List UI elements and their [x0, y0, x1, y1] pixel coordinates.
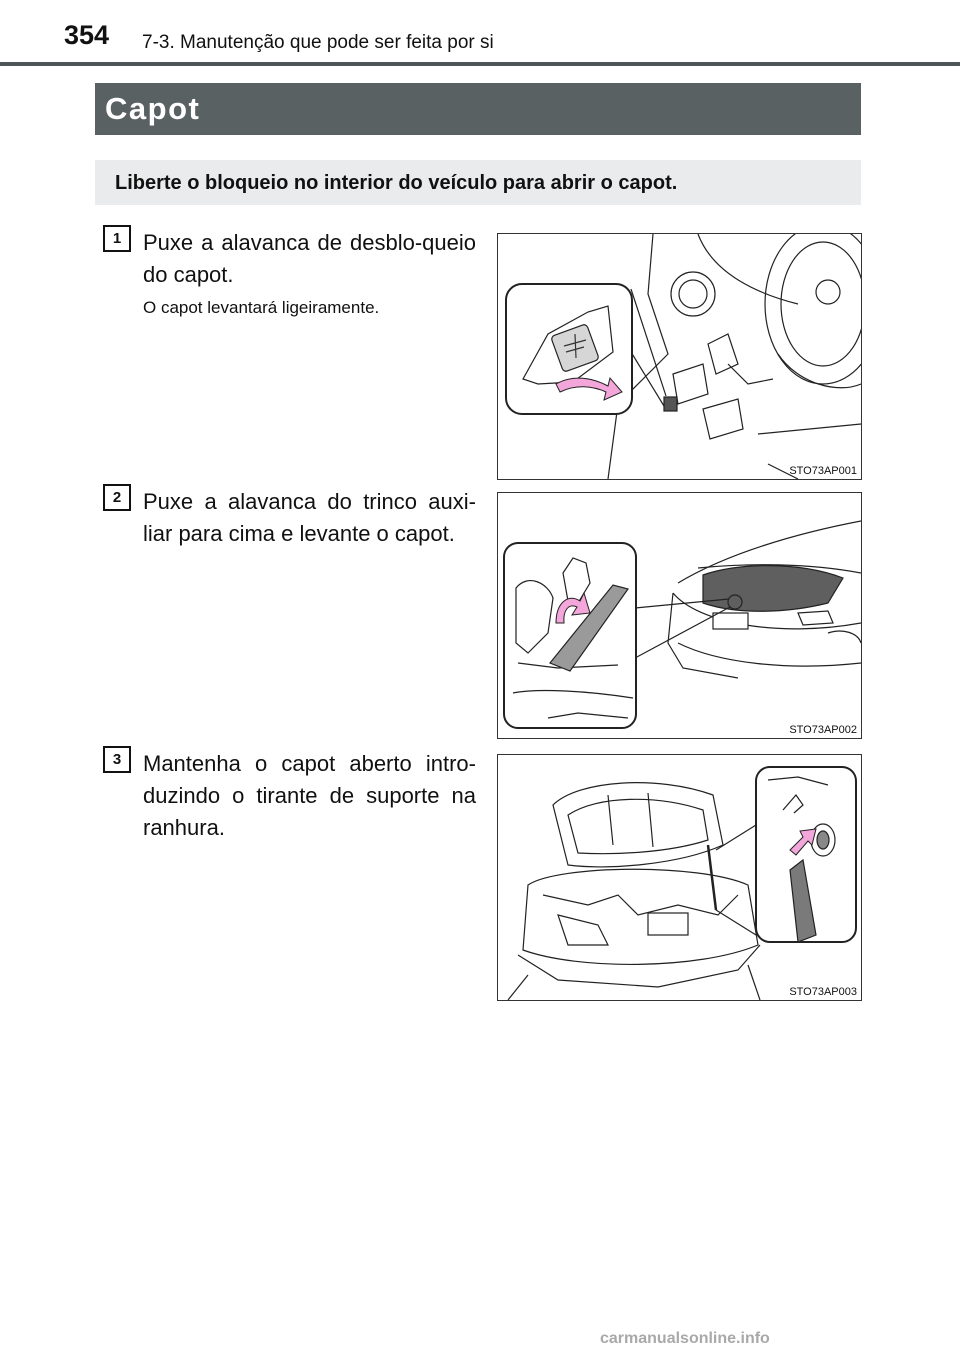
- intro-text: Liberte o bloqueio no interior do veículo para abrir o capot.: [115, 172, 678, 194]
- intro-bar: [95, 160, 861, 205]
- section-title-bar: [95, 83, 861, 135]
- page-number: 354: [64, 20, 110, 50]
- figure-hood-release-lever: [497, 233, 862, 480]
- step-1-note: O capot levantará ligeiramente.: [143, 298, 380, 317]
- section-title: Capot: [105, 91, 201, 126]
- figure-hood-support-rod: [497, 754, 862, 1001]
- figure-1-code: STO73AP001: [789, 465, 857, 477]
- step-3-text: Mantenha o capot aberto intro-duzindo o tirante de suporte na ranhura.: [143, 751, 476, 840]
- step-2-badge: 2: [103, 484, 131, 511]
- figure-2-code: STO73AP002: [789, 724, 857, 736]
- step-3-badge: 3: [103, 746, 131, 773]
- chapter-heading: 7-3. Manutenção que pode ser feita por si: [142, 32, 494, 53]
- step-1-text: Puxe a alavanca de desblo-queio do capot.: [143, 230, 476, 287]
- figure-3-code: STO73AP003: [789, 986, 857, 998]
- figure-auxiliary-catch-lever: [497, 492, 862, 739]
- step-2-text: Puxe a alavanca do trinco auxi-liar para cima e levante o capot.: [143, 489, 476, 546]
- header-rule: [0, 62, 960, 66]
- watermark: carmanualsonline.info: [600, 1330, 770, 1347]
- step-1-badge: 1: [103, 225, 131, 252]
